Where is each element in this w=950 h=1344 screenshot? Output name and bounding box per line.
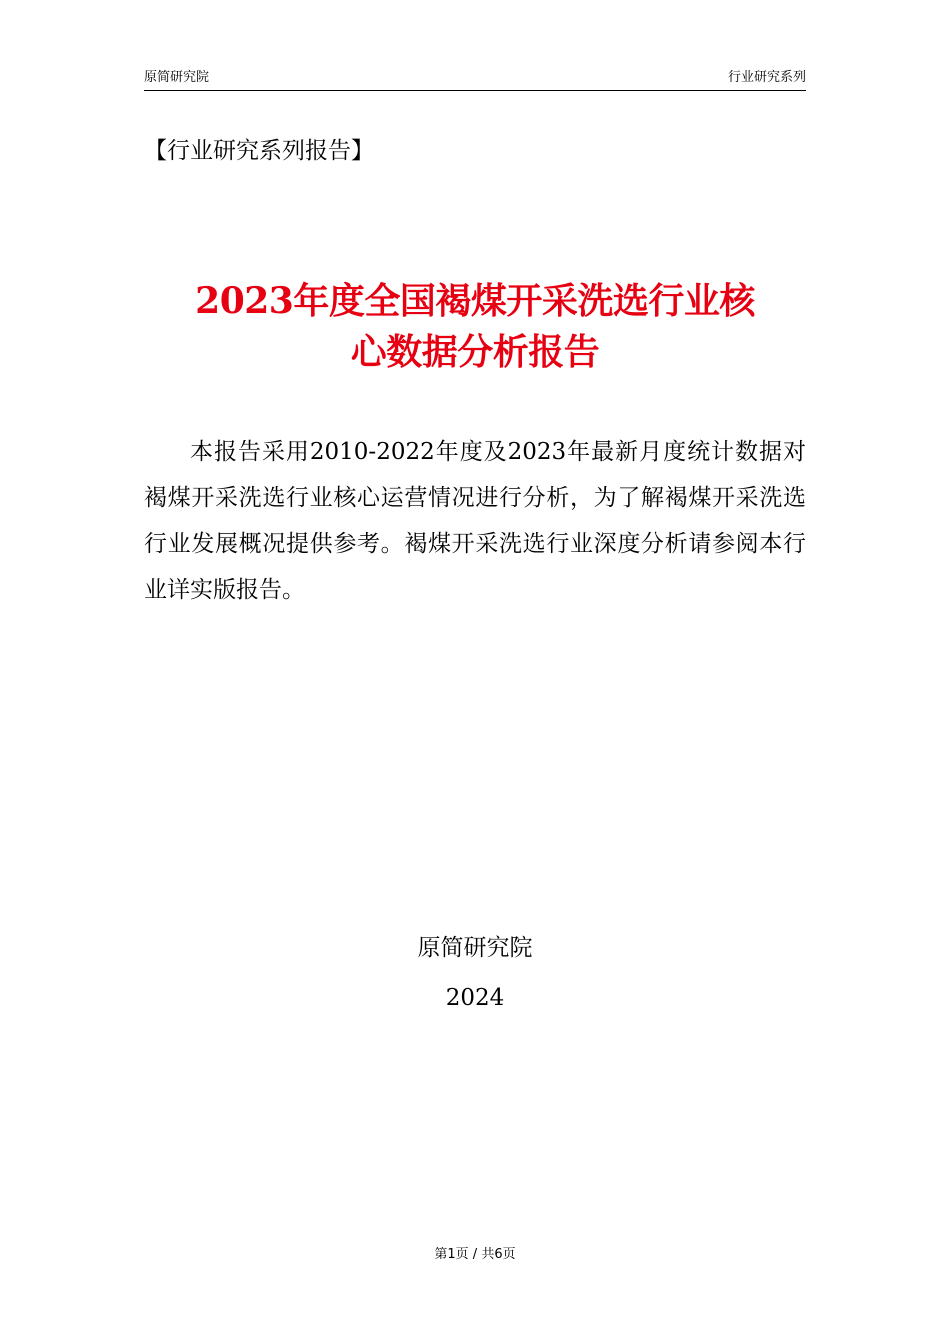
- page-number: 第1页 / 共6页: [434, 1247, 516, 1262]
- header-series: 行业研究系列: [727, 70, 806, 85]
- publisher-name: 原简研究院: [417, 935, 533, 961]
- page-header: [144, 68, 806, 91]
- report-title-line-2: 心数据分析报告: [350, 331, 600, 373]
- report-abstract: 本报告采用2010-2022年度及2023年最新月度统计数据对褐煤开采洗选行业核心运营情况进行分析，为了解褐煤开采洗选行业发展概况提供参考。褐煤开采洗选行业深度分析请参阅本行业详实版报告。: [144, 439, 806, 603]
- header-organization: 原简研究院: [144, 70, 210, 85]
- series-label: 【行业研究系列报告】: [144, 138, 374, 164]
- report-title: [144, 276, 806, 378]
- publication-year: 2024: [445, 985, 505, 1011]
- report-title-line-1: 2023年度全国褐煤开采洗选行业核: [195, 280, 755, 322]
